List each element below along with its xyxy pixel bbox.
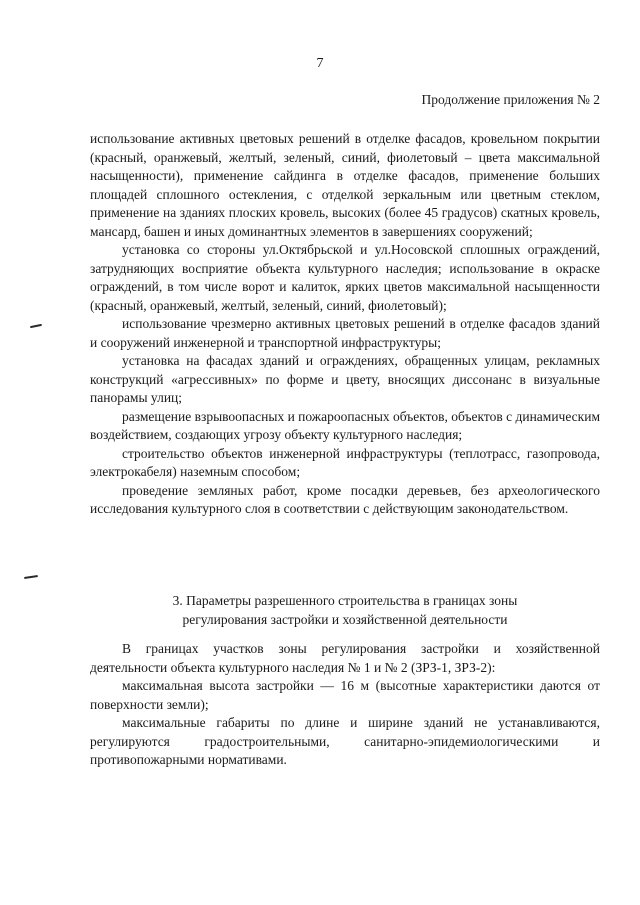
margin-mark (30, 324, 42, 328)
paragraph-advertising: установка на фасадах зданий и ограждениях, обращенных улицам, рекламных конструкций «агрессивных» по форме и цвету, вносящих диссонанс в визуальные панорамы улиц; (90, 353, 600, 405)
page-number: 7 (316, 56, 324, 71)
section-body (90, 640, 600, 770)
paragraph-max-height: максимальная высота застройки — 16 м (высотные характеристики даются от поверхности земли); (90, 678, 600, 712)
section-title-line-1: 3. Параметры разрешенного строительства в границах зоны (172, 593, 518, 608)
margin-mark (24, 575, 38, 579)
paragraph-infrastructure-colors: использование чрезмерно активных цветовых решений в отделке фасадов зданий и сооружений инженерной и транспортной инфраструктуры; (90, 316, 600, 350)
paragraph-zone-intro: В границах участков зоны регулирования застройки и хозяйственной деятельности объекта культурного наследия № 1 и № 2 (ЗРЗ-1, ЗРЗ-2): (90, 641, 600, 675)
paragraph-fences: установка со стороны ул.Октябрьской и ул.Носовской сплошных ограждений, затрудняющих восприятие объекта культурного наследия; использование в окраске ограждений, в том числе ворот и калиток, ярких цветов максимальной насыщенности (красный, оранжевый, желтый, зеленый, синий, фиолетовый); (90, 242, 600, 313)
appendix-continuation-label: Продолжение приложения № 2 (421, 92, 600, 107)
section-title (90, 592, 600, 629)
restrictions-list (90, 130, 600, 519)
paragraph-facade-colors: использование активных цветовых решений в отделке фасадов, кровельном покрытии (красный, оранжевый, желтый, зеленый, синий, фиолетовый – цвета максимальной насыщенности), применение сайдинга в отделке фасадов, применение больших площадей сплошного остекления, с отделкой зеркальным или цветным стеклом, применение на зданиях плоских кровель, высоких (более 45 градусов) скатных кровель, мансард, башен и иных доминантных элементов в завершениях сооружений; (90, 131, 600, 239)
section-title-line-2: регулирования застройки и хозяйственной деятельности (182, 611, 508, 627)
paragraph-max-dimensions: максимальные габариты по длине и ширине зданий не устанавливаются, регулируются градостроительными, санитарно-эпидемиологическими и противопожарными нормативами. (90, 715, 600, 767)
paragraph-hazardous-objects: размещение взрывоопасных и пожароопасных объектов, объектов с динамическим воздействием, создающих угрозу объекту культурного наследия; (90, 408, 600, 442)
paragraph-earthworks: проведение земляных работ, кроме посадки деревьев, без археологического исследования культурного слоя в соответствии с действующим законодательством. (90, 482, 600, 516)
paragraph-engineering-infrastructure: строительство объектов инженерной инфраструктуры (теплотрасс, газопровода, электрокабеля) наземным способом; (90, 445, 600, 479)
